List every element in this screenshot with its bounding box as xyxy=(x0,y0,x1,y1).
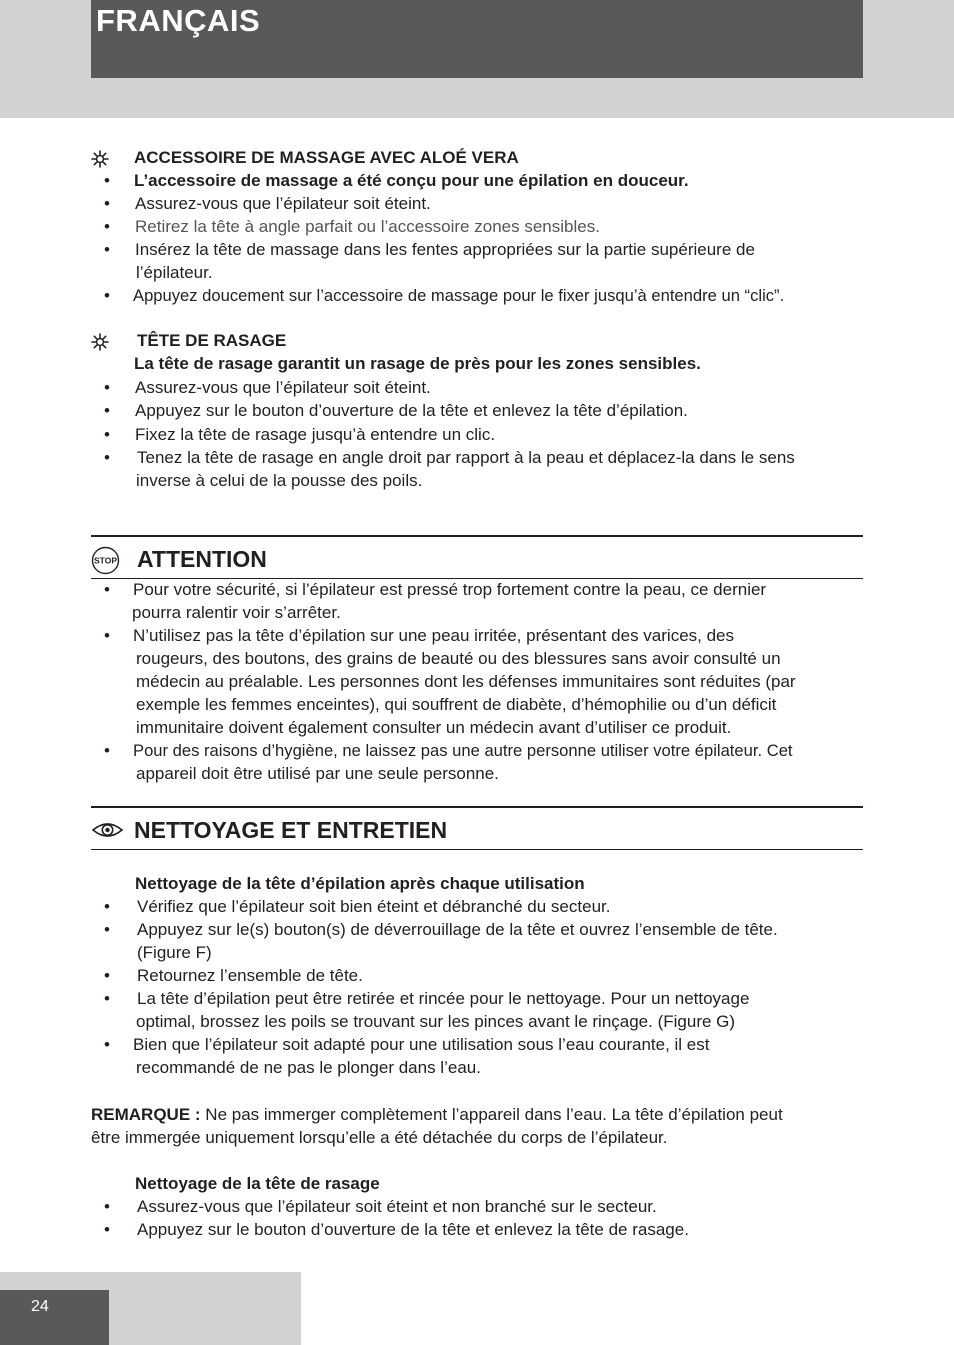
massage-line: l’épilateur. xyxy=(136,263,213,282)
note-text: Ne pas immerger complètement l’appareil dans l’eau. La tête d’épilation peut xyxy=(200,1105,783,1124)
bullet: • xyxy=(104,1220,110,1239)
section-divider-top xyxy=(91,535,863,537)
shaver-line: inverse à celui de la pousse des poils. xyxy=(136,471,423,490)
cleaning-line: recommandé de ne pas le plonger dans l’eau. xyxy=(136,1058,481,1077)
attention-line: pourra ralentir voir s’arrêter. xyxy=(132,603,341,622)
attention-line: immunitaire doivent également consulter un médecin avant d’utiliser ce produit. xyxy=(136,718,732,737)
note-line xyxy=(91,1104,783,1126)
cleaning-line: Appuyez sur le bouton d’ouverture de la tête et enlevez la tête de rasage. xyxy=(137,1220,689,1239)
svg-text:STOP: STOP xyxy=(94,555,117,566)
bullet: • xyxy=(104,626,110,645)
shaver-line: Appuyez sur le bouton d’ouverture de la tête et enlevez la tête d’épilation. xyxy=(135,401,688,420)
language-header-bar xyxy=(91,0,863,78)
section-title-shaver: TÊTE DE RASAGE xyxy=(137,331,287,350)
page-title: FRANÇAIS xyxy=(96,3,261,38)
bullet: • xyxy=(104,171,110,190)
stop-icon xyxy=(91,546,120,575)
cleaning-line: (Figure F) xyxy=(137,943,212,962)
bullet: • xyxy=(104,217,110,236)
bullet: • xyxy=(104,1197,110,1216)
attention-line: rougeurs, des boutons, des grains de beauté ou des blessures sans avoir consulté un xyxy=(136,649,781,668)
cleaning-line: Bien que l’épilateur soit adapté pour une utilisation sous l’eau courante, il est xyxy=(133,1035,710,1054)
bullet: • xyxy=(104,240,110,259)
attention-line: Pour des raisons d’hygiène, ne laissez pas une autre personne utiliser votre épilateur. Cet xyxy=(133,741,793,760)
cleaning-line: Appuyez sur le(s) bouton(s) de déverrouillage de la tête et ouvrez l’ensemble de tête. xyxy=(137,920,778,939)
cleaning-subheading: Nettoyage de la tête de rasage xyxy=(135,1174,380,1193)
bullet: • xyxy=(104,286,110,305)
bullet: • xyxy=(104,741,110,760)
shaver-intro: La tête de rasage garantit un rasage de près pour les zones sensibles. xyxy=(134,354,701,373)
section-heading-cleaning: NETTOYAGE ET ENTRETIEN xyxy=(134,817,448,843)
massage-line: L’accessoire de massage a été conçu pour une épilation en douceur. xyxy=(134,171,689,190)
bullet: • xyxy=(104,401,110,420)
cleaning-line: Assurez-vous que l’épilateur soit éteint et non branché sur le secteur. xyxy=(137,1197,657,1216)
shaver-line: Assurez-vous que l’épilateur soit éteint. xyxy=(135,378,431,397)
eye-icon xyxy=(91,819,124,841)
sparkle-icon xyxy=(91,333,109,351)
section-divider-top xyxy=(91,806,863,808)
cleaning-line: Retournez l’ensemble de tête. xyxy=(137,966,363,985)
attention-line: appareil doit être utilisé par une seule personne. xyxy=(136,764,499,783)
bullet: • xyxy=(104,425,110,444)
massage-line: Retirez la tête à angle parfait ou l’accessoire zones sensibles. xyxy=(135,217,600,236)
shaver-line: Fixez la tête de rasage jusqu’à entendre un clic. xyxy=(135,425,496,444)
note-label: REMARQUE : xyxy=(91,1105,201,1124)
bullet: • xyxy=(104,1035,110,1054)
massage-line: Insérez la tête de massage dans les fentes appropriées sur la partie supérieure de xyxy=(135,240,755,259)
sparkle-icon xyxy=(91,150,109,168)
attention-line: exemple les femmes enceintes), qui souffrent de diabète, d’hémophilie ou d’un déficit xyxy=(136,695,777,714)
bullet: • xyxy=(104,989,110,1008)
section-divider-bottom xyxy=(91,849,863,850)
cleaning-line: La tête d’épilation peut être retirée et rincée pour le nettoyage. Pour un nettoyage xyxy=(137,989,750,1008)
massage-line: Assurez-vous que l’épilateur soit éteint. xyxy=(135,194,431,213)
section-heading-attention: ATTENTION xyxy=(137,546,267,572)
attention-line: Pour votre sécurité, si l’épilateur est pressé trop fortement contre la peau, ce dernier xyxy=(133,580,767,599)
bullet: • xyxy=(104,448,110,467)
page-number-box xyxy=(0,1290,109,1345)
bullet: • xyxy=(104,966,110,985)
bullet: • xyxy=(104,378,110,397)
bullet: • xyxy=(104,920,110,939)
bullet: • xyxy=(104,897,110,916)
shaver-line: Tenez la tête de rasage en angle droit par rapport à la peau et déplacez-la dans le sens xyxy=(137,448,795,467)
cleaning-line: optimal, brossez les poils se trouvant sur les pinces avant le rinçage. (Figure G) xyxy=(136,1012,736,1031)
attention-line: N’utilisez pas la tête d’épilation sur une peau irritée, présentant des varices, des xyxy=(133,626,735,645)
massage-line: Appuyez doucement sur l’accessoire de massage pour le fixer jusqu’à entendre un “clic”. xyxy=(133,286,785,305)
attention-line: médecin au préalable. Les personnes dont les défenses immunitaires sont réduites (par xyxy=(136,672,796,691)
note-line: être immergée uniquement lorsqu’elle a été détachée du corps de l’épilateur. xyxy=(91,1128,668,1147)
bullet: • xyxy=(104,580,110,599)
cleaning-subheading: Nettoyage de la tête d’épilation après chaque utilisation xyxy=(135,874,585,893)
page-number: 24 xyxy=(31,1298,49,1315)
section-title-massage: ACCESSOIRE DE MASSAGE AVEC ALOÉ VERA xyxy=(134,148,519,167)
cleaning-line: Vérifiez que l’épilateur soit bien éteint et débranché du secteur. xyxy=(137,897,611,916)
bullet: • xyxy=(104,194,110,213)
